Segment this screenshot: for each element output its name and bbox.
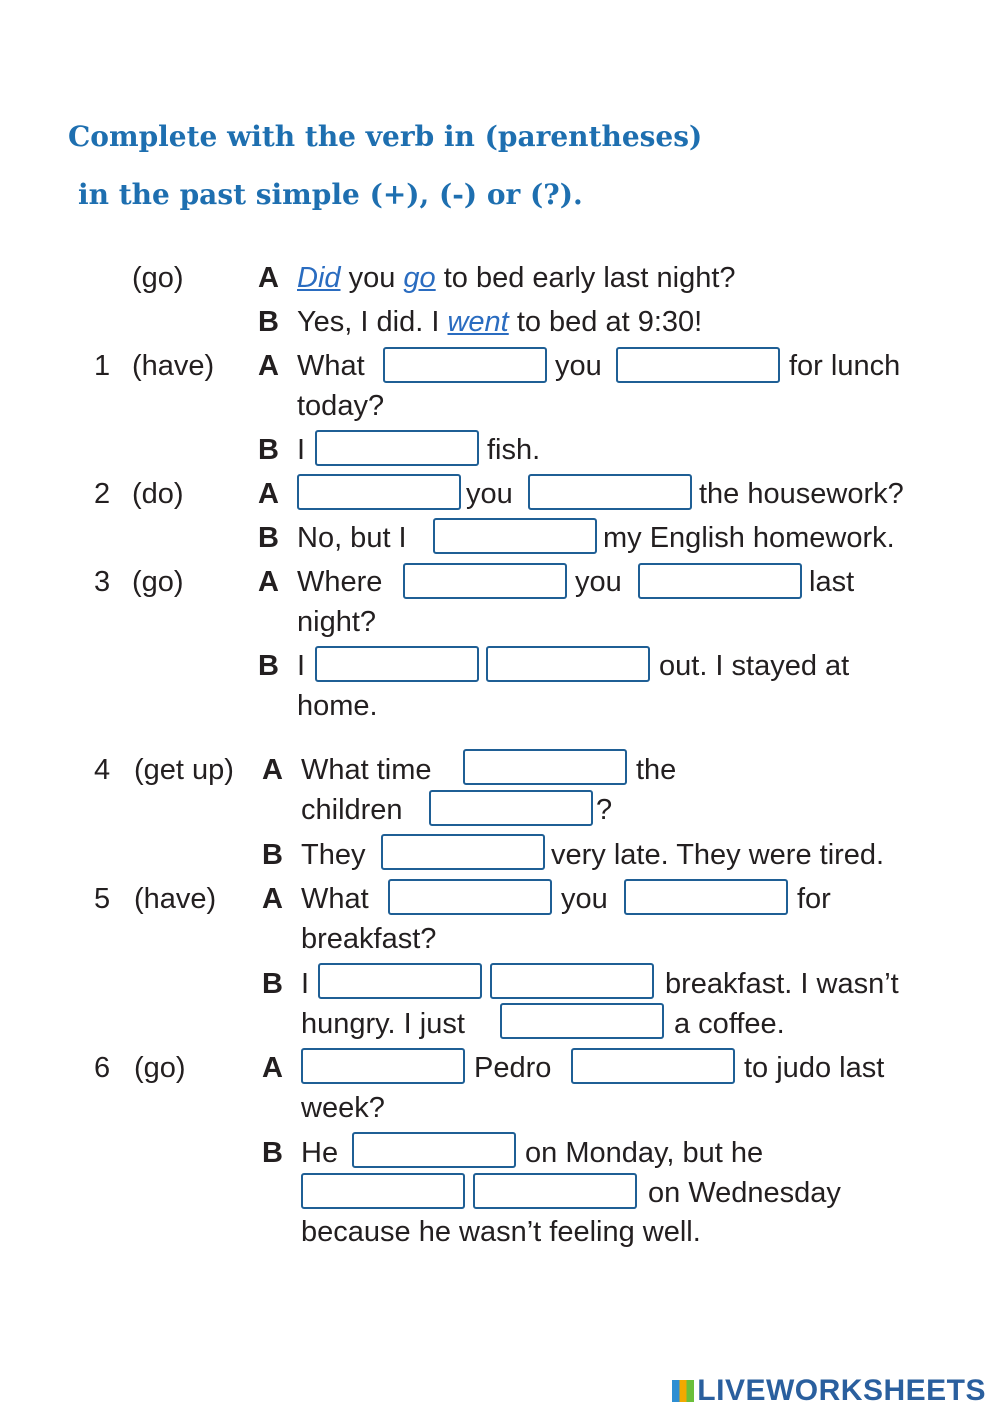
q6-b-text-2: on Monday, but he xyxy=(525,1137,764,1169)
q4-a-gap-2[interactable] xyxy=(429,790,593,826)
example-answer-go: go xyxy=(403,262,436,294)
example-verb: (go) xyxy=(132,262,184,294)
q3-b-text-2: out. I stayed at xyxy=(659,650,850,682)
q4-label-a: A xyxy=(262,754,283,786)
brand-text: LIVEWORKSHEETS xyxy=(697,1374,986,1407)
q4-number: 4 xyxy=(94,754,111,786)
q3-a-gap-1[interactable] xyxy=(403,563,567,599)
q2-a-text-2: the housework? xyxy=(699,478,904,510)
q2-b-gap-1[interactable] xyxy=(433,518,597,554)
q4-verb: (get up) xyxy=(134,754,234,786)
example-line-b: Yes, I did. I went to bed at 9:30! xyxy=(297,306,703,338)
q2-a-gap-1[interactable] xyxy=(297,474,461,510)
q6-a-text-2: to judo last xyxy=(744,1052,885,1084)
q1-b-gap-1[interactable] xyxy=(315,430,479,466)
q6-a-gap-2[interactable] xyxy=(571,1048,735,1084)
q4-a-text-3: children xyxy=(301,794,403,826)
q3-a-gap-2[interactable] xyxy=(638,563,802,599)
q3-label-b: B xyxy=(258,650,279,682)
q6-b-text-4: because he wasn’t feeling well. xyxy=(301,1216,701,1248)
q5-b-text-1: I xyxy=(301,968,310,1000)
q5-a-gap-1[interactable] xyxy=(388,879,552,915)
q1-a-text-1: What xyxy=(297,350,365,382)
q4-a-text-1: What time xyxy=(301,754,432,786)
example-answer-went: went xyxy=(447,306,509,338)
q1-a-text-3: for lunch xyxy=(789,350,901,382)
q5-label-a: A xyxy=(262,883,283,915)
example-line-a: Did you go to bed early last night? xyxy=(297,262,736,294)
q4-b-text-1: They xyxy=(301,839,366,871)
q1-a-gap-1[interactable] xyxy=(383,347,547,383)
q2-number: 2 xyxy=(94,478,111,510)
q3-a-text-3: last xyxy=(809,566,855,598)
q1-b-text-1: I xyxy=(297,434,306,466)
q1-number: 1 xyxy=(94,350,111,382)
q6-verb: (go) xyxy=(134,1052,186,1084)
liveworksheets-logo-icon xyxy=(672,1380,694,1402)
q4-b-gap-1[interactable] xyxy=(381,834,545,870)
instructions-line-2: in the past simple (+), (-) or (?). xyxy=(78,178,583,211)
q5-b-text-3: hungry. I just xyxy=(301,1008,465,1040)
q6-a-text-1: Pedro xyxy=(474,1052,552,1084)
q6-b-text-3: on Wednesday xyxy=(648,1177,841,1209)
example-label-b: B xyxy=(258,306,279,338)
q6-b-gap-1[interactable] xyxy=(352,1132,516,1168)
q1-verb: (have) xyxy=(132,350,215,382)
q5-b-gap-2[interactable] xyxy=(490,963,654,999)
q6-b-gap-2[interactable] xyxy=(301,1173,465,1209)
q1-a-gap-2[interactable] xyxy=(616,347,780,383)
q3-b-gap-1[interactable] xyxy=(315,646,479,682)
q5-a-text-4: breakfast? xyxy=(301,923,437,955)
q3-a-text-2: you xyxy=(575,566,622,598)
q5-number: 5 xyxy=(94,883,111,915)
q5-a-text-1: What xyxy=(301,883,369,915)
q3-b-text-1: I xyxy=(297,650,306,682)
q5-a-text-3: for xyxy=(797,883,831,915)
q6-a-gap-1[interactable] xyxy=(301,1048,465,1084)
q5-b-gap-3[interactable] xyxy=(500,1003,664,1039)
q5-b-gap-1[interactable] xyxy=(318,963,482,999)
q6-number: 6 xyxy=(94,1052,111,1084)
q5-b-text-2: breakfast. I wasn’t xyxy=(665,968,899,1000)
q5-b-text-4: a coffee. xyxy=(674,1008,785,1040)
q6-b-gap-3[interactable] xyxy=(473,1173,637,1209)
q4-a-text-4: ? xyxy=(596,794,613,826)
q6-label-a: A xyxy=(262,1052,283,1084)
q3-label-a: A xyxy=(258,566,279,598)
q1-label-b: B xyxy=(258,434,279,466)
q5-label-b: B xyxy=(262,968,283,1000)
q2-b-text-1: No, but I xyxy=(297,522,407,554)
q5-a-text-2: you xyxy=(561,883,608,915)
q2-verb: (do) xyxy=(132,478,184,510)
q3-a-text-4: night? xyxy=(297,606,377,638)
q3-number: 3 xyxy=(94,566,111,598)
q6-b-text-1: He xyxy=(301,1137,339,1169)
q2-b-text-2: my English homework. xyxy=(603,522,895,554)
q4-label-b: B xyxy=(262,839,283,871)
q2-label-a: A xyxy=(258,478,279,510)
q4-a-gap-1[interactable] xyxy=(463,749,627,785)
q3-verb: (go) xyxy=(132,566,184,598)
example-answer-did: Did xyxy=(297,262,341,294)
q6-label-b: B xyxy=(262,1137,283,1169)
q2-label-b: B xyxy=(258,522,279,554)
q3-b-gap-2[interactable] xyxy=(486,646,650,682)
q6-a-text-3: week? xyxy=(301,1092,385,1124)
q1-b-text-2: fish. xyxy=(487,434,541,466)
q4-a-text-2: the xyxy=(636,754,677,786)
example-label-a: A xyxy=(258,262,279,294)
q1-a-text-2: you xyxy=(555,350,602,382)
q1-label-a: A xyxy=(258,350,279,382)
q5-a-gap-2[interactable] xyxy=(624,879,788,915)
q1-a-text-4: today? xyxy=(297,390,385,422)
q4-b-text-2: very late. They were tired. xyxy=(551,839,885,871)
liveworksheets-brand[interactable] xyxy=(672,1374,986,1408)
q3-a-text-1: Where xyxy=(297,566,383,598)
instructions-line-1: Complete with the verb in (parentheses) xyxy=(68,120,703,153)
q3-b-text-3: home. xyxy=(297,690,378,722)
q5-verb: (have) xyxy=(134,883,217,915)
q2-a-text-1: you xyxy=(466,478,513,510)
q2-a-gap-2[interactable] xyxy=(528,474,692,510)
